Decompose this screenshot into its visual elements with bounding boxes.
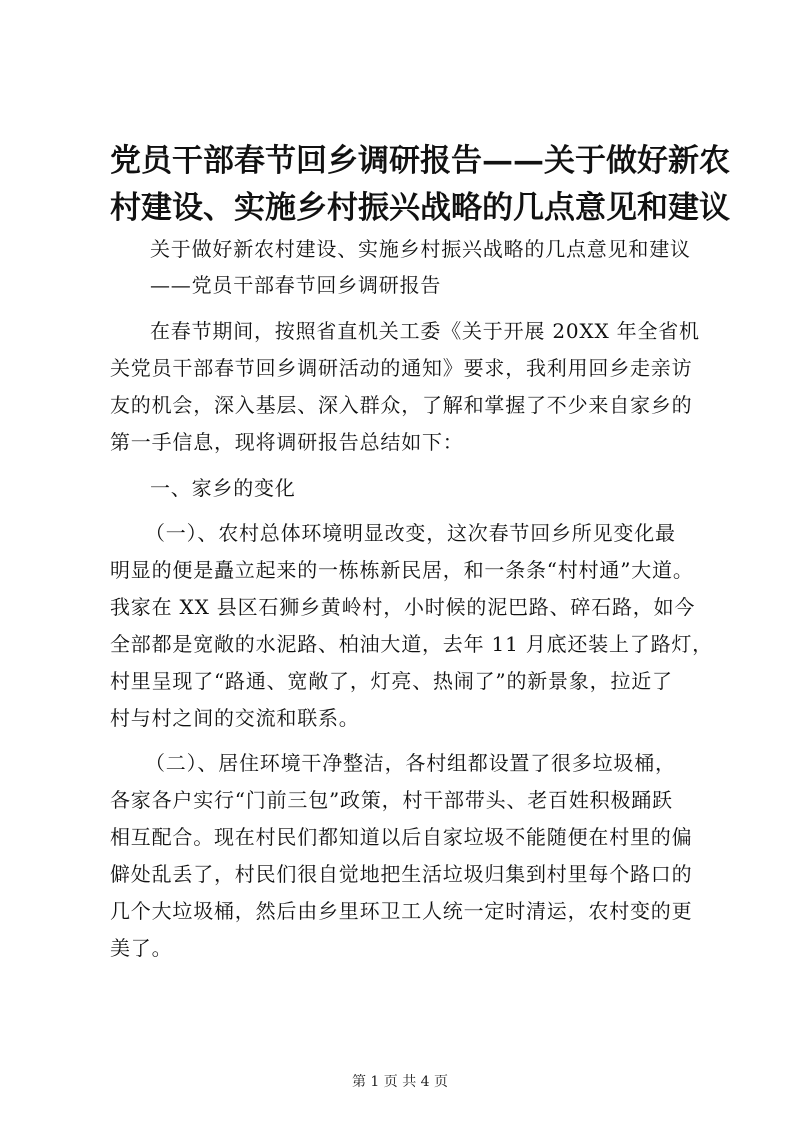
page-footer: 第 1 页 共 4 页: [351, 1074, 449, 1090]
paragraph-line: （二）、居住环境干净整洁，各村组都设置了很多垃圾桶，: [145, 751, 676, 775]
paragraph-line: 僻处乱丢了，村民们很自觉地把生活垃圾归集到村里每个路口的: [110, 862, 693, 886]
paragraph-line: 各家各户实行“门前三包”政策，村干部带头、老百姓积极踊跃: [110, 788, 673, 812]
paragraph-line: 相互配合。现在村民们都知道以后自家垃圾不能随便在村里的偏: [110, 825, 693, 849]
paragraph-line: 几个大垃圾桶，然后由乡里环卫工人统一定时清运，农村变的更: [110, 899, 693, 923]
subtitle-line-1: 关于做好新农村建设、实施乡村振兴战略的几点意见和建议: [150, 237, 691, 261]
document-title-line-2: 村建设、实施乡村振兴战略的几点意见和建议: [110, 190, 730, 226]
paragraph-line: 我家在 XX 县区石狮乡黄岭村，小时候的泥巴路、碎石路，如今: [110, 595, 696, 619]
paragraph-line: 在春节期间，按照省直机关工委《关于开展 20XX 年全省机: [150, 319, 700, 343]
paragraph-line: 村里呈现了“路通、宽敞了，灯亮、热闹了”的新景象，拉近了: [110, 669, 673, 693]
paragraph-line: 第一手信息，现将调研报告总结如下：: [110, 430, 464, 454]
paragraph-line: 全部都是宽敞的水泥路、柏油大道，去年 11 月底还装上了路灯，: [110, 632, 713, 656]
paragraph-line: 友的机会，深入基层、深入群众，了解和掌握了不少来自家乡的: [110, 393, 693, 417]
paragraph-line: （一）、农村总体环境明显改变，这次春节回乡所见变化最: [145, 521, 676, 545]
paragraph-line: 村与村之间的交流和联系。: [110, 706, 360, 730]
section-heading: 一、家乡的变化: [150, 476, 296, 500]
document-title-line-1: 党员干部春节回乡调研报告——关于做好新农: [110, 143, 730, 179]
paragraph-line: 关党员干部春节回乡调研活动的通知》要求，我利用回乡走亲访: [110, 356, 693, 380]
paragraph-line: 美了。: [110, 936, 173, 960]
subtitle-line-2: ——党员干部春节回乡调研报告: [150, 273, 442, 297]
paragraph-line: 明显的便是矗立起来的一栋栋新民居，和一条条“村村通”大道。: [110, 558, 694, 582]
